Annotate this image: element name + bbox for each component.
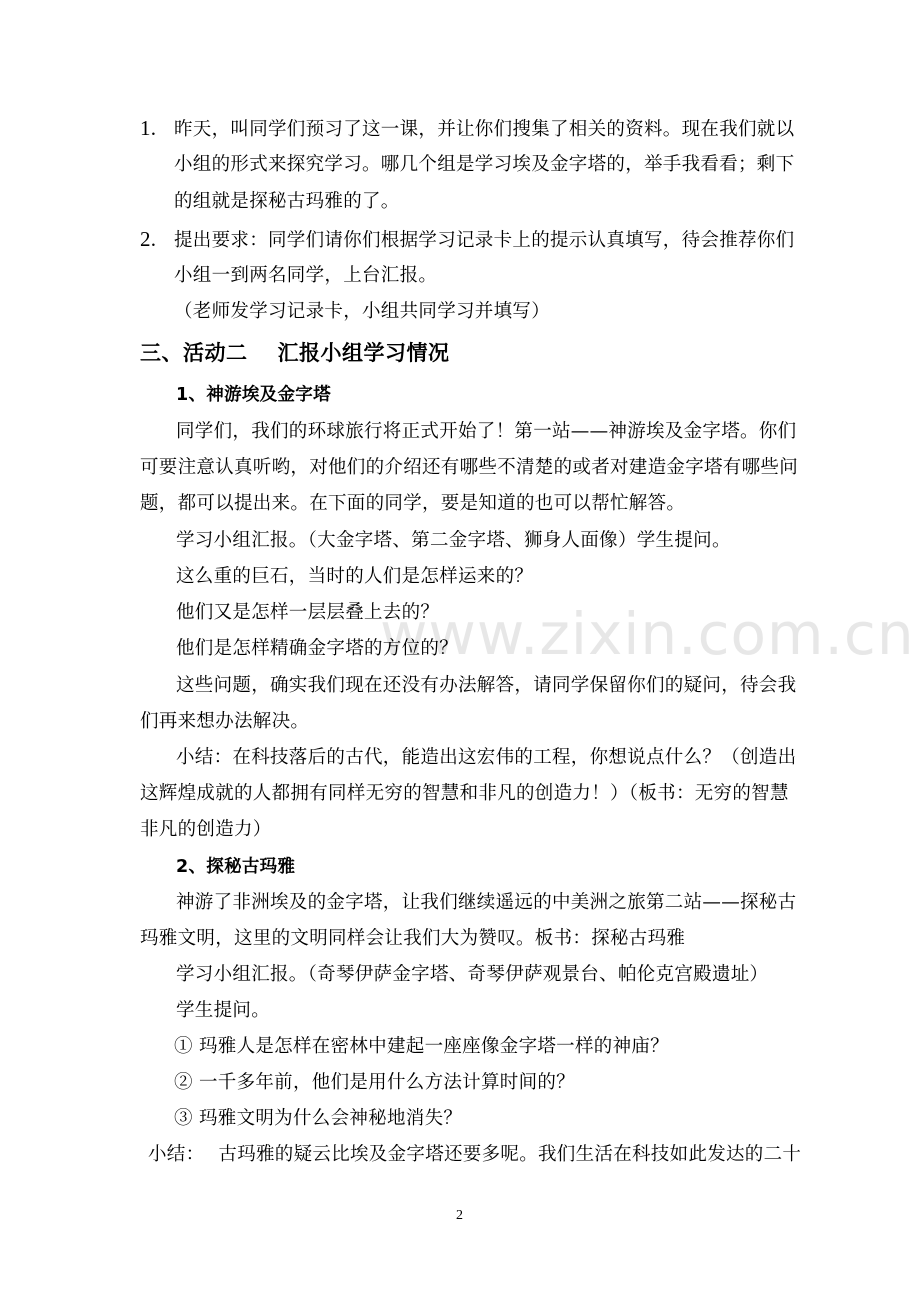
sub1-para2-line-2: 们再来想办法解决。	[140, 711, 310, 732]
sub2-summary	[148, 1143, 801, 1167]
sub1-summary-line-2: 这辉煌成就的人都拥有同样无穷的智慧和非凡的创造力！）（板书：无穷的智慧	[140, 783, 789, 804]
list-item-2-line-1	[140, 227, 794, 253]
sub2-ask: 学生提问。	[176, 1000, 271, 1021]
sub2-para1-line-2: 玛雅文明，这里的文明同样会让我们大为赞叹。板书：探秘古玛雅	[140, 928, 686, 949]
sub2-para1-line-1: 神游了非洲埃及的金字塔，让我们继续遥远的中美洲之旅第二站——探秘古	[176, 892, 797, 913]
list-item-1-line-3: 的组就是探秘古玛雅的了。	[174, 191, 400, 212]
list-number-1: 1.	[140, 116, 157, 140]
teacher-note: （老师发学习记录卡，小组共同学习并填写）	[174, 301, 551, 322]
list-number-2: 2.	[140, 227, 157, 251]
sub1-summary-line-3: 非凡的创造力）	[140, 819, 272, 840]
sub1-question-2: 他们又是怎样一层层叠上去的？	[176, 602, 440, 623]
sub1-para1-line-2: 可要注意认真听哟，对他们的介绍还有哪些不清楚的或者对建造金字塔有哪些问	[140, 457, 799, 478]
sub1-para2-line-1: 这些问题，确实我们现在还没有办法解答，请同学保留你们的疑问，待会我	[176, 675, 797, 696]
page-number: 2	[456, 1208, 463, 1223]
section-label: 三、活动二	[140, 341, 248, 365]
sub2-question-3: ③ 玛雅文明为什么会神秘地消失？	[174, 1108, 463, 1129]
sub2-summary-text: 古玛雅的疑云比埃及金字塔还要多呢。我们生活在科技如此发达的二十	[218, 1144, 802, 1165]
subsection-2-title: 2、探秘古玛雅	[176, 857, 296, 877]
sub1-question-1: 这么重的巨石，当时的人们是怎样运来的？	[176, 566, 534, 587]
sub1-summary-line-1: 小结：在科技落后的古代，能造出这宏伟的工程，你想说点什么？（创造出	[176, 747, 797, 768]
sub2-question-1: ① 玛雅人是怎样在密林中建起一座座像金字塔一样的神庙？	[174, 1036, 669, 1057]
sub1-question-3: 他们是怎样精确金字塔的方位的？	[176, 638, 459, 659]
list-item-1-line-2: 小组的形式来探究学习。哪几个组是学习埃及金字塔的，举手我看看；剩下	[174, 154, 795, 175]
list-item-1-line-1	[140, 116, 794, 142]
section-title: 汇报小组学习情况	[277, 341, 450, 365]
sub2-report: 学习小组汇报。（奇琴伊萨金字塔、奇琴伊萨观景台、帕伦克宫殿遗址）	[176, 964, 769, 985]
sub1-report: 学习小组汇报。（大金字塔、第二金字塔、狮身人面像）学生提问。	[176, 530, 731, 551]
list-item-2-line-2: 小组一到两名同学，上台汇报。	[174, 265, 438, 286]
sub2-summary-label: 小结：	[148, 1144, 205, 1165]
list-item-2-text-1: 提出要求：同学们请你们根据学习记录卡上的提示认真填写，待会推荐你们	[174, 230, 795, 251]
list-item-1-text-1: 昨天，叫同学们预习了这一课，并让你们搜集了相关的资料。现在我们就以	[174, 119, 795, 140]
watermark: www.zixin.com.cn	[380, 600, 915, 668]
sub1-para1-line-3: 题，都可以提出来。在下面的同学，要是知道的也可以帮忙解答。	[140, 493, 686, 514]
section-heading	[140, 341, 450, 365]
sub1-para1-line-1: 同学们，我们的环球旅行将正式开始了！第一站——神游埃及金字塔。你们	[176, 421, 797, 442]
sub2-question-2: ② 一千多年前，他们是用什么方法计算时间的？	[174, 1072, 575, 1093]
subsection-1-title: 1、神游埃及金字塔	[176, 385, 331, 405]
